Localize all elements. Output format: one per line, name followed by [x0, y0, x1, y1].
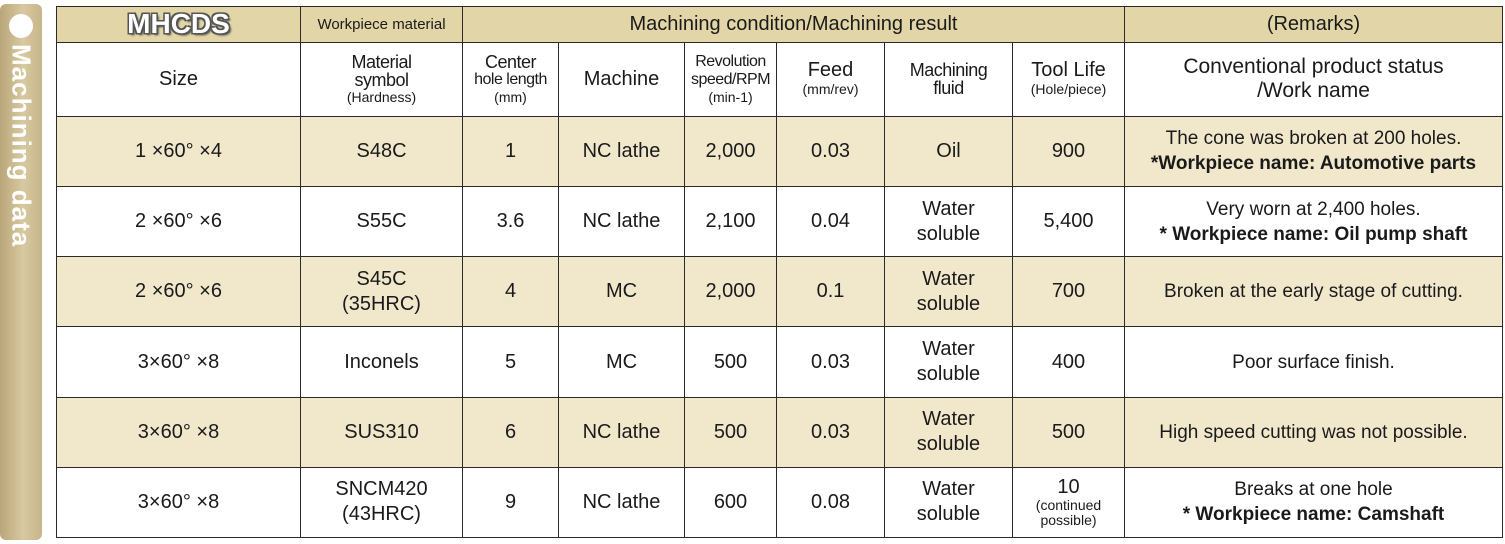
cell-size: 1 ×60° ×4 — [57, 116, 301, 186]
cell-size: 2 ×60° ×6 — [57, 257, 301, 327]
cell-fluid: Water soluble — [885, 467, 1013, 537]
cell-life: 900 — [1013, 116, 1125, 186]
cell-size: 3×60° ×8 — [57, 327, 301, 397]
cell-remark: High speed cutting was not possible. — [1125, 397, 1503, 467]
brand-cell — [57, 7, 301, 43]
table-row — [57, 116, 1503, 186]
cell-machine: NC lathe — [559, 187, 685, 257]
cell-material: SNCM420 (43HRC) — [301, 467, 463, 537]
cell-material: S55C — [301, 187, 463, 257]
cell-material: S45C (35HRC) — [301, 257, 463, 327]
cell-feed: 0.04 — [777, 187, 885, 257]
cell-remark: The cone was broken at 200 holes. *Workpiece name: Automotive parts — [1125, 116, 1503, 186]
cell-rev: 500 — [685, 397, 777, 467]
cell-machine: MC — [559, 327, 685, 397]
cell-size: 2 ×60° ×6 — [57, 187, 301, 257]
cell-center: 4 — [463, 257, 559, 327]
cell-center: 9 — [463, 467, 559, 537]
cell-rev: 2,000 — [685, 116, 777, 186]
cell-life: 10 (continued possible) — [1013, 467, 1125, 537]
col-status: Conventional product status /Work name — [1125, 42, 1503, 116]
col-fluid: Machining fluid — [885, 42, 1013, 116]
cell-machine: MC — [559, 257, 685, 327]
cell-material: SUS310 — [301, 397, 463, 467]
col-center-hole: Center hole length (mm) — [463, 42, 559, 116]
cell-fluid: Water soluble — [885, 327, 1013, 397]
cell-center: 5 — [463, 327, 559, 397]
cell-feed: 0.08 — [777, 467, 885, 537]
cell-remark: Breaks at one hole * Workpiece name: Camshaft — [1125, 467, 1503, 537]
cell-feed: 0.03 — [777, 397, 885, 467]
col-revolution: Revolution speed/RPM (min-1) — [685, 42, 777, 116]
cell-remark: Broken at the early stage of cutting. — [1125, 257, 1503, 327]
table-row — [57, 467, 1503, 537]
cell-fluid: Oil — [885, 116, 1013, 186]
cell-life: 5,400 — [1013, 187, 1125, 257]
cell-size: 3×60° ×8 — [57, 397, 301, 467]
cell-center: 1 — [463, 116, 559, 186]
cell-remark: Very worn at 2,400 holes. * Workpiece name: Oil pump shaft — [1125, 187, 1503, 257]
cell-center: 6 — [463, 397, 559, 467]
bullet-icon — [9, 14, 33, 38]
machining-data-table — [56, 6, 1503, 538]
cell-life: 500 — [1013, 397, 1125, 467]
cell-size: 3×60° ×8 — [57, 467, 301, 537]
table-row — [57, 257, 1503, 327]
cell-fluid: Water soluble — [885, 397, 1013, 467]
cell-machine: NC lathe — [559, 467, 685, 537]
cell-rev: 600 — [685, 467, 777, 537]
machining-header: Machining condition/Machining result — [463, 7, 1125, 43]
workpiece-material-header: Workpiece material — [301, 7, 463, 43]
table-row — [57, 397, 1503, 467]
remarks-header: (Remarks) — [1125, 7, 1503, 43]
col-feed: Feed (mm/rev) — [777, 42, 885, 116]
cell-fluid: Water soluble — [885, 187, 1013, 257]
cell-machine: NC lathe — [559, 116, 685, 186]
cell-feed: 0.03 — [777, 116, 885, 186]
brand-title: MHCDS — [127, 8, 230, 40]
cell-rev: 2,100 — [685, 187, 777, 257]
cell-remark: Poor surface finish. — [1125, 327, 1503, 397]
side-tab — [0, 4, 42, 540]
table-row — [57, 327, 1503, 397]
cell-rev: 500 — [685, 327, 777, 397]
col-material: Material symbol (Hardness) — [301, 42, 463, 116]
header-row-top — [57, 7, 1503, 43]
table-row — [57, 187, 1503, 257]
col-size: Size — [57, 42, 301, 116]
cell-life: 700 — [1013, 257, 1125, 327]
cell-feed: 0.03 — [777, 327, 885, 397]
cell-material: Inconels — [301, 327, 463, 397]
cell-feed: 0.1 — [777, 257, 885, 327]
col-tool-life: Tool Life (Hole/piece) — [1013, 42, 1125, 116]
col-machine: Machine — [559, 42, 685, 116]
cell-rev: 2,000 — [685, 257, 777, 327]
cell-material: S48C — [301, 116, 463, 186]
side-tab-label: Machining data — [6, 44, 37, 248]
cell-life: 400 — [1013, 327, 1125, 397]
cell-machine: NC lathe — [559, 397, 685, 467]
header-row-columns — [57, 42, 1503, 116]
cell-fluid: Water soluble — [885, 257, 1013, 327]
cell-center: 3.6 — [463, 187, 559, 257]
